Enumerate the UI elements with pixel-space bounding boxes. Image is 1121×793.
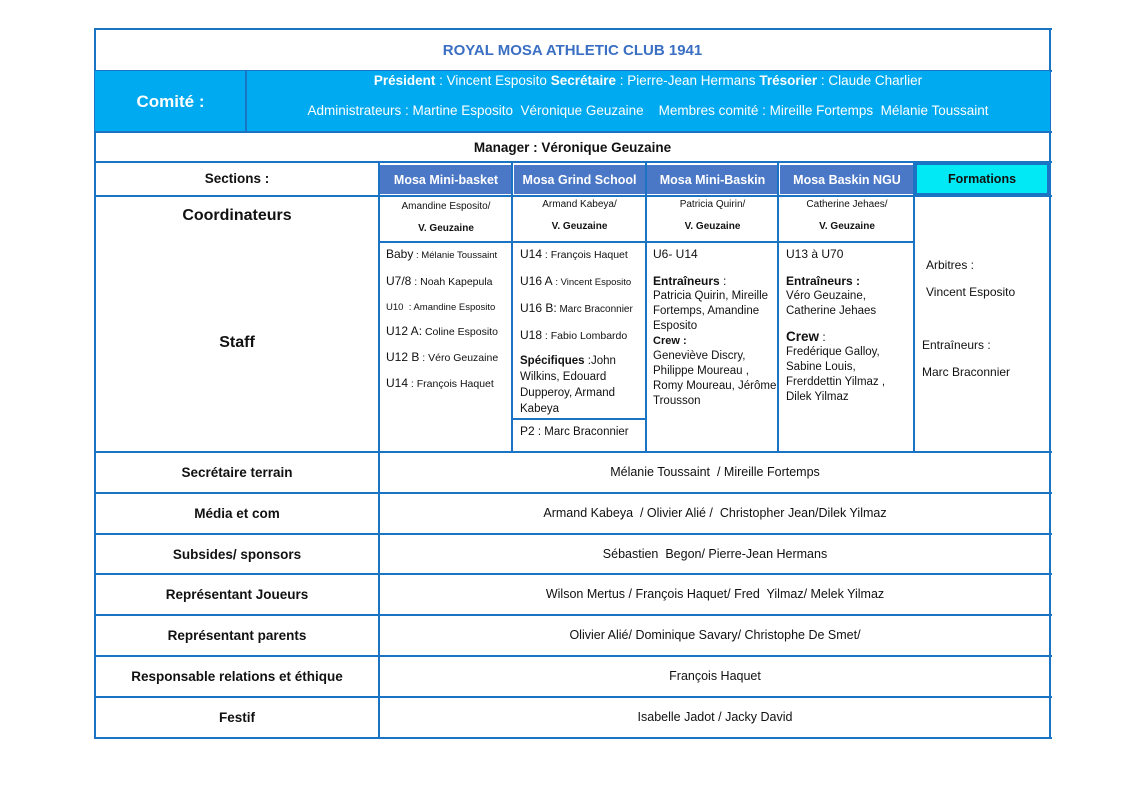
row-label-secretaire-terrain: Secrétaire terrain: [181, 464, 293, 480]
coach: : Véro Geuzaine: [419, 352, 499, 364]
president-label: Président: [373, 73, 436, 88]
entraineurs-names: Patricia Quirin, Mireille Fortemps, Amandine Esposito: [653, 290, 769, 332]
row-label-subsides: Subsides/ sponsors: [172, 546, 302, 562]
coord-name: Amandine Esposito/: [401, 201, 491, 212]
grind-specifiques: [520, 353, 644, 417]
arbitres-names: Vincent Esposito: [926, 285, 1016, 299]
staff-row: [386, 350, 511, 366]
crew-names: Fredérique Galloy, Sabine Louis, Frerddettin Yilmaz , Dilek Yilmaz: [786, 346, 886, 403]
crew-label: Crew: [786, 329, 820, 344]
staff-row: [520, 328, 644, 344]
staff-grind-school: [520, 247, 644, 417]
coach: : Noah Kapepula: [411, 276, 493, 288]
staff-row: [386, 376, 511, 392]
staff-row: [520, 274, 644, 290]
entraineurs-label: Entraîneurs: [653, 274, 720, 288]
specifiques-label: Spécifiques: [520, 355, 585, 367]
coordinateur-grind-school: [514, 198, 645, 238]
coordinateur-baskin-ngu: [780, 198, 914, 238]
coach: : Vincent Esposito: [552, 277, 632, 288]
coord-name: Patricia Quirin/: [679, 199, 746, 210]
age-group: U12 B: [386, 350, 420, 364]
section-grind-school: Mosa Grind School: [514, 165, 645, 194]
staff-label: Staff: [219, 334, 255, 351]
staff-row: [520, 247, 644, 263]
age-range: U13 à U70: [786, 247, 844, 261]
age-group: U10: [386, 302, 404, 313]
coord-v: V. Geuzaine: [551, 221, 608, 232]
club-title: ROYAL MOSA ATHLETIC CLUB 1941: [442, 41, 703, 59]
entraineurs-label: Entraîneurs :: [786, 274, 861, 288]
coach: : François Haquet: [542, 249, 628, 261]
coordinateur-mini-baskin: [647, 198, 778, 238]
row-label-festif: Festif: [218, 709, 255, 725]
row-label-representant-joueurs: Représentant Joueurs: [165, 586, 309, 602]
row-value-representant-joueurs: Wilson Mertus / François Haquet/ Fred Yilmaz/ Melek Yilmaz: [545, 587, 885, 601]
p2-label: P2: [520, 424, 535, 438]
entraineurs-names: Véro Geuzaine, Catherine Jehaes: [786, 290, 877, 317]
manager: Manager : Véronique Geuzaine: [473, 139, 672, 155]
row-label-relations-ethique: Responsable relations et éthique: [131, 668, 343, 684]
age-group: U14: [520, 247, 543, 261]
section-mini-basket: Mosa Mini-basket: [380, 165, 512, 194]
coord-name: Catherine Jehaes/: [806, 199, 888, 210]
staff-row: [386, 324, 511, 340]
row-label-media-com: Média et com: [194, 505, 280, 521]
divider: [511, 418, 647, 420]
coach: : Mélanie Toussaint: [413, 250, 498, 261]
tresorier-label: Trésorier: [759, 73, 818, 88]
section-formations: Formations: [915, 163, 1049, 195]
staff-mini-baskin: [653, 247, 777, 409]
coord-v: V. Geuzaine: [418, 223, 474, 234]
section-mini-baskin: Mosa Mini-Baskin: [647, 165, 778, 194]
staff-row: [520, 301, 644, 317]
sections-label: Sections :: [204, 170, 270, 186]
arbitres-label: Arbitres :: [926, 258, 975, 272]
divider: [378, 241, 915, 243]
formations-entraineurs-label: Entraîneurs :: [922, 338, 991, 352]
comite-label: Comité :: [136, 91, 205, 111]
row-value-media-com: Armand Kabeya / Olivier Alié / Christopher Jean/Dilek Yilmaz: [543, 506, 887, 520]
p2-coach: : Marc Braconnier: [534, 426, 629, 438]
age-group: U18: [520, 328, 543, 342]
staff-mini-basket: [386, 247, 511, 392]
row-value-subsides: Sébastien Begon/ Pierre-Jean Hermans: [602, 547, 828, 561]
coach: : Fabio Lombardo: [542, 330, 628, 342]
age-group: U12 A:: [386, 324, 423, 338]
tresorier-name: : Claude Charlier: [817, 73, 923, 88]
coord-v: V. Geuzaine: [819, 221, 875, 232]
coach: Marc Braconnier: [556, 304, 633, 315]
row-value-festif: Isabelle Jadot / Jacky David: [637, 710, 793, 724]
secretaire-name: : Pierre-Jean Hermans: [616, 73, 760, 88]
age-range: U6- U14: [653, 247, 698, 261]
section-baskin-ngu: Mosa Baskin NGU: [780, 165, 914, 194]
age-group: Baby: [386, 247, 414, 261]
formations-entraineurs-names: Marc Braconnier: [922, 365, 1011, 379]
age-group: U14: [386, 376, 409, 390]
age-group: U7/8: [386, 274, 412, 288]
crew-names: Geneviève Discry, Philippe Moureau , Romy Moureau, Jérôme Trousson: [653, 350, 777, 407]
coach: : Amandine Esposito: [403, 302, 496, 313]
coordinateur-mini-basket: [380, 200, 512, 240]
secretaire-label: Secrétaire: [550, 73, 616, 88]
row-value-representant-parents: Olivier Alié/ Dominique Savary/ Christophe De Smet/: [569, 628, 861, 642]
staff-formations: [922, 258, 1048, 380]
president-name: : Vincent Esposito: [435, 73, 551, 88]
specifiques-names: :John Wilkins, Edouard Dupperoy, Armand Kabeya: [520, 355, 616, 415]
row-value-relations-ethique: François Haquet: [669, 669, 761, 683]
crew-heading: [786, 329, 912, 345]
coord-v: V. Geuzaine: [684, 221, 741, 232]
staff-baskin-ngu: [786, 247, 912, 405]
staff-grind-p2: [520, 424, 644, 440]
coord-name: Armand Kabeya/: [542, 199, 617, 210]
entraineurs-colon: :: [719, 274, 727, 288]
staff-row: [386, 274, 511, 290]
coach: Coline Esposito: [422, 326, 498, 338]
row-value-secretaire-terrain: Mélanie Toussaint / Mireille Fortemps: [610, 465, 820, 479]
row-label-representant-parents: Représentant parents: [167, 627, 307, 643]
coordinateurs-label: Coordinateurs: [182, 207, 292, 224]
comite-members: Administrateurs : Martine Esposito Véronique Geuzaine Membres comité : Mireille Fortemps Mélanie Toussaint: [307, 103, 989, 118]
crew-label: Crew :: [653, 335, 687, 347]
staff-row: [386, 247, 511, 263]
age-group: U16 B:: [520, 301, 557, 315]
crew-colon: :: [819, 330, 826, 344]
age-group: U16 A: [520, 274, 553, 288]
border-bottom: [94, 737, 1052, 739]
entraineurs-heading: [653, 274, 777, 289]
comite-officers: [246, 73, 1050, 93]
staff-row: [386, 299, 511, 315]
coach: : François Haquet: [408, 378, 494, 390]
